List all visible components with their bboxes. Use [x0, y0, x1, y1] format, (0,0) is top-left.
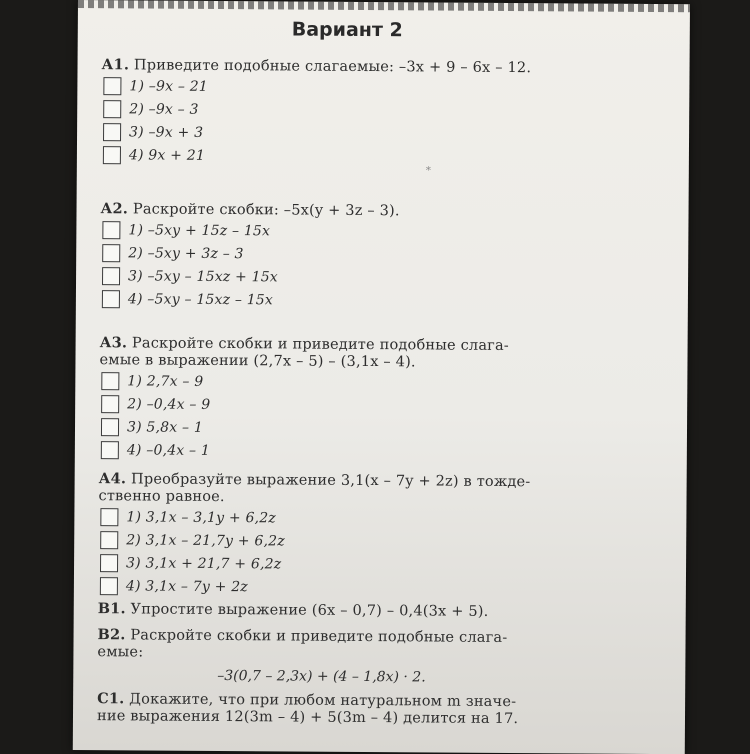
task-text: Докажите, что при любом натуральном m значе-	[129, 691, 517, 711]
answer-checkbox[interactable]	[100, 554, 118, 572]
task-label: А4.	[98, 470, 127, 488]
answer-option[interactable]	[99, 369, 508, 395]
page-title: Вариант 2	[291, 18, 403, 42]
task-text: Преобразуйте выражение 3,1(x – 7y + 2z) в тожде-	[130, 471, 531, 491]
answer-option[interactable]	[98, 574, 530, 600]
answer-checkbox[interactable]	[101, 395, 119, 413]
answer-option[interactable]	[101, 143, 531, 169]
answer-option[interactable]	[99, 415, 508, 441]
task-question	[98, 626, 508, 647]
task-label: С1.	[97, 690, 125, 708]
task-label: В1.	[97, 600, 126, 618]
answer-checkbox[interactable]	[103, 77, 121, 95]
answer-option[interactable]	[99, 438, 508, 464]
option-text: 4) –5xy – 15xz – 15x	[127, 290, 274, 308]
option-text: 3) 5,8x – 1	[126, 418, 204, 436]
answer-checkbox[interactable]	[100, 508, 118, 526]
task-expression: –3(0,7 – 2,3x) + (4 – 1,8x) · 2.	[217, 667, 426, 686]
answer-checkbox[interactable]	[101, 372, 119, 390]
task-text-continued: емые:	[97, 644, 144, 661]
option-text: 1) 2,7x – 9	[127, 372, 204, 390]
option-text: 3) 3,1x + 21,7 + 6,2z	[126, 554, 282, 572]
task-b1	[98, 600, 489, 621]
answer-option[interactable]	[98, 505, 530, 531]
worksheet-page	[73, 0, 690, 754]
answer-checkbox[interactable]	[102, 221, 120, 239]
task-text: Приведите подобные слагаемые: –3x + 9 – 6x – 12.	[133, 57, 532, 77]
option-text: 2) –0,4x – 9	[127, 395, 211, 413]
option-text: 1) –9x – 21	[129, 77, 209, 95]
answer-checkbox[interactable]	[102, 244, 120, 262]
answer-checkbox[interactable]	[103, 100, 121, 118]
pencil-mark: ⁎	[425, 162, 431, 174]
answer-option[interactable]	[98, 551, 530, 577]
task-question	[98, 600, 489, 621]
task-text-continued: ние выражения 12(3m – 4) + 5(3m – 4) делится на 17.	[96, 708, 519, 728]
answer-checkbox[interactable]	[101, 418, 119, 436]
answer-option[interactable]	[100, 264, 399, 289]
answer-checkbox[interactable]	[101, 441, 119, 459]
task-text: Раскройте скобки: –5x(y + 3z – 3).	[132, 201, 400, 220]
task-label: А3.	[99, 334, 128, 352]
answer-option[interactable]	[99, 392, 508, 418]
option-text: 2) –9x – 3	[129, 100, 199, 118]
answer-checkbox[interactable]	[103, 123, 121, 141]
option-text: 2) 3,1x – 21,7y + 6,2z	[126, 531, 285, 549]
task-a2	[100, 200, 400, 312]
option-text: 1) –5xy + 15z – 15x	[128, 221, 271, 239]
task-text: Упростите выражение (6x – 0,7) – 0,4(3x + 5).	[130, 601, 489, 620]
answer-checkbox[interactable]	[100, 531, 118, 549]
option-text: 4) 3,1x – 7y + 2z	[125, 577, 248, 595]
task-text: Раскройте скобки и приведите подобные слага-	[131, 335, 509, 355]
option-text: 3) –5xy – 15xz + 15x	[128, 267, 278, 285]
answer-option[interactable]	[100, 218, 399, 243]
task-a4	[98, 470, 531, 600]
task-label: А2.	[100, 200, 129, 218]
task-text-continued: емые в выражении (2,7x – 5) – (3,1x – 4).	[99, 352, 416, 371]
answer-option[interactable]	[100, 241, 399, 266]
task-question	[101, 56, 531, 77]
answer-checkbox[interactable]	[103, 146, 121, 164]
option-text: 4) 9x + 21	[128, 146, 206, 164]
option-text: 1) 3,1x – 3,1y + 6,2z	[126, 508, 276, 526]
task-label: А1.	[101, 56, 130, 74]
task-a3	[99, 334, 509, 464]
task-text: Раскройте скобки и приведите подобные слага-	[130, 627, 508, 647]
answer-option[interactable]	[98, 528, 530, 554]
answer-option[interactable]	[101, 74, 531, 100]
task-label: В2.	[97, 626, 126, 644]
answer-checkbox[interactable]	[102, 267, 120, 285]
option-text: 3) –9x + 3	[129, 123, 204, 141]
task-b2	[97, 626, 507, 686]
answer-checkbox[interactable]	[100, 577, 118, 595]
answer-checkbox[interactable]	[102, 290, 120, 308]
option-text: 2) –5xy + 3z – 3	[128, 244, 244, 262]
answer-option[interactable]	[101, 120, 531, 146]
answer-option[interactable]	[101, 97, 531, 123]
task-c1	[97, 690, 518, 728]
task-question	[100, 200, 399, 220]
option-text: 4) –0,4x – 1	[126, 441, 211, 459]
answer-option[interactable]	[100, 287, 399, 312]
task-a1	[101, 56, 531, 169]
task-text-continued: ственно равное.	[98, 488, 225, 506]
